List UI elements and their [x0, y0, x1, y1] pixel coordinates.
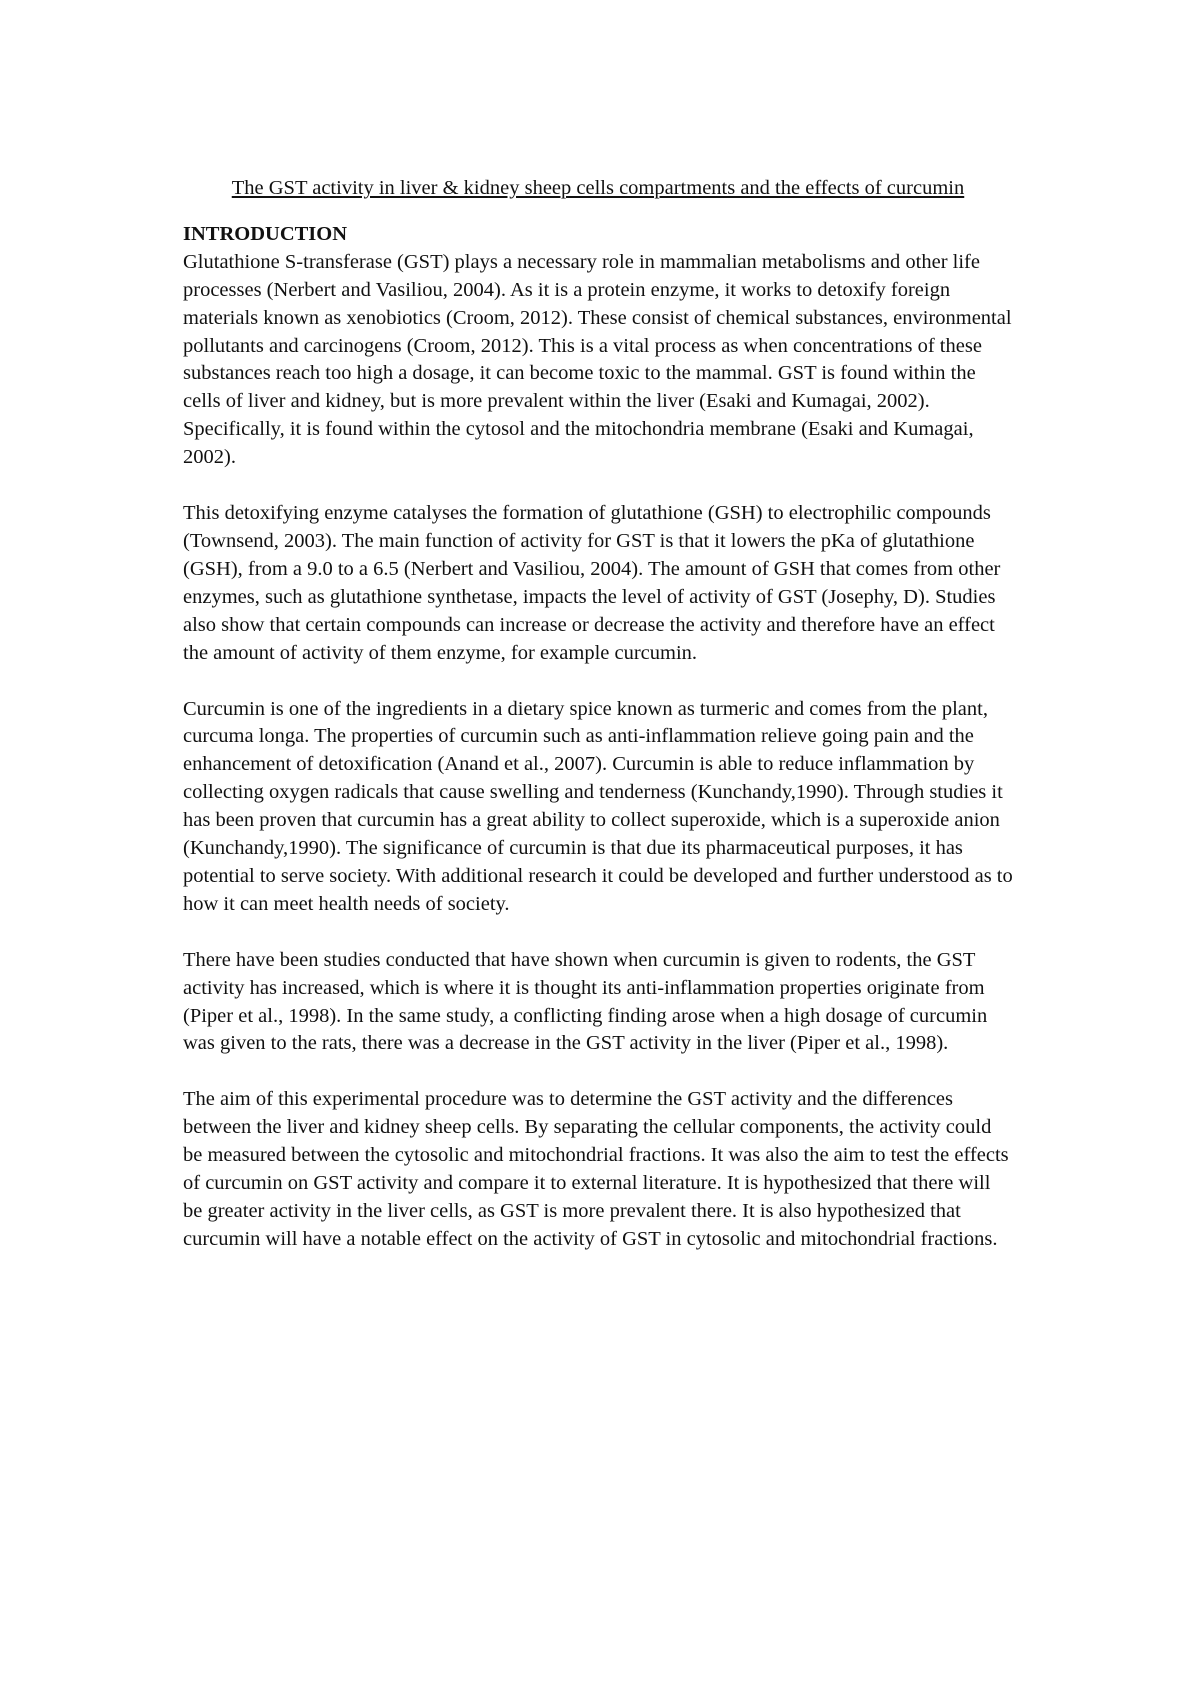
paragraph-gst-overview: Glutathione S-transferase (GST) plays a necessary role in mammalian metabolisms and other life processes (Nerbert and Vasiliou, 2004). As it is a protein enzyme, it works to detoxify foreign materials known as xenobiotics (Croom, 2012). These consist of chemical substances, environmental pollutants and carcinogens (Croom, 2012). This is a vital process as when concentrations of these substances reach too high a dosage, it can become toxic to the mammal. GST is found within the cells of liver and kidney, but is more prevalent within the liver (Esaki and Kumagai, 2002). Specifically, it is found within the cytosol and the mitochondria membrane (Esaki and Kumagai, 2002).: [183, 250, 1012, 469]
paragraph-curcumin: Curcumin is one of the ingredients in a dietary spice known as turmeric and comes from the plant, curcuma longa. The properties of curcumin such as anti-inflammation relieve going pain and the enhancement of detoxification (Anand et al., 2007). Curcumin is able to reduce inflammation by collecting oxygen radicals that cause swelling and tenderness (Kunchandy,1990). Through studies it has been proven that curcumin has a great ability to collect superoxide, which is a superoxide anion (Kunchandy,1990). The significance of curcumin is that due its pharmaceutical purposes, it has potential to serve society. With additional research it could be developed and further understood as to how it can meet health needs of society.: [183, 697, 1013, 915]
paragraph-prior-studies: There have been studies conducted that have shown when curcumin is given to rodents, the GST activity has increased, which is where it is thought its anti-inflammation properties originate from (Piper et al., 1998). In the same study, a conflicting finding arose when a high dosage of curcumin was given to the rats, there was a decrease in the GST activity in the liver (Piper et al., 1998).: [183, 948, 988, 1055]
document-body: [183, 175, 1013, 1282]
section-heading-introduction: INTRODUCTION: [183, 222, 348, 245]
document-title: The GST activity in liver & kidney sheep cells compartments and the effects of curcumin: [231, 177, 965, 199]
paragraph-aim-hypothesis: The aim of this experimental procedure was to determine the GST activity and the differences between the liver and kidney sheep cells. By separating the cellular components, the activity could be measured between the cytosolic and mitochondrial fractions. It was also the aim to test the effects of curcumin on GST activity and compare it to external literature. It is hypothesized that there will be greater activity in the liver cells, as GST is more prevalent there. It is also hypothesized that curcumin will have a notable effect on the activity of GST in cytosolic and mitochondrial fractions.: [183, 1088, 1009, 1250]
paragraph-gst-function: This detoxifying enzyme catalyses the formation of glutathione (GSH) to electrophilic compounds (Townsend, 2003). The main function of activity for GST is that it lowers the pKa of glutathione (GSH), from a 9.0 to a 6.5 (Nerbert and Vasiliou, 2004). The amount of GSH that comes from other enzymes, such as glutathione synthetase, impacts the level of activity of GST (Josephy, D). Studies also show that certain compounds can increase or decrease the activity and therefore have an effect the amount of activity of them enzyme, for example curcumin.: [183, 502, 1001, 664]
